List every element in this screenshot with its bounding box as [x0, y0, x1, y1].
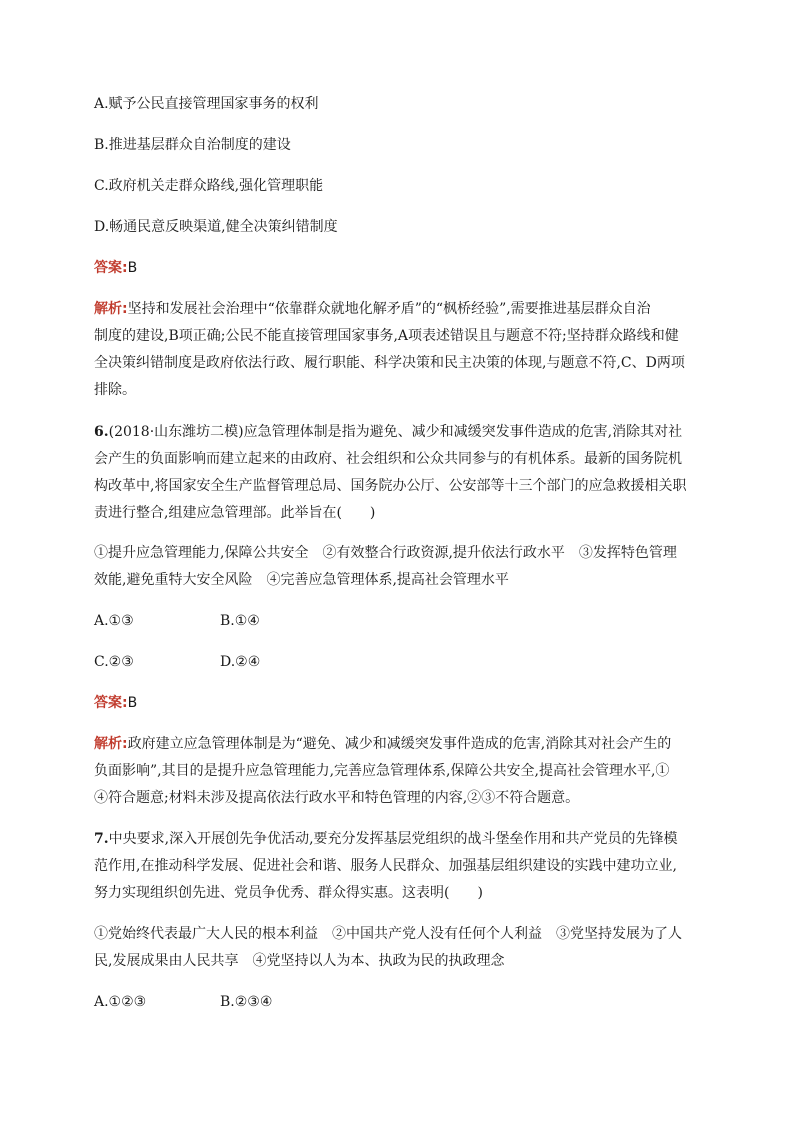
q6-stem-line-1: [94, 424, 714, 440]
q6-stem-line-4: 责进行整合,组建应急管理部。此举旨在( ): [94, 505, 376, 521]
q6-explanation-label: 解析:: [94, 736, 128, 752]
q5-answer: [94, 260, 137, 276]
q6-stem-text-1: (2018·山东潍坊二模)应急管理体制是指为避免、减少和减缓突发事件造成的危害,消除其对社: [108, 424, 683, 440]
q5-answer-label: 答案:: [94, 260, 128, 276]
q6-stem-line-2: 会产生的负面影响而建立起来的由政府、社会组织和公众共同参与的有机体系。最新的国务院机: [94, 451, 682, 467]
q6-explanation-line-1: [94, 736, 714, 752]
q6-answer-label: 答案:: [94, 695, 128, 711]
q6-option-a: A.①③: [94, 613, 134, 629]
q6-statements-line-1: ①提升应急管理能力,保障公共安全 ②有效整合行政资源,提升依法行政水平 ③发挥特色管理: [94, 545, 677, 561]
q7-number: 7.: [94, 831, 109, 847]
q6-explanation-line-3: ④符合题意;材料未涉及提高依法行政水平和特色管理的内容,②③不符合题意。: [94, 790, 580, 806]
q5-option-d: D.畅通民意反映渠道,健全决策纠错制度: [94, 219, 338, 235]
q5-explanation-label: 解析:: [94, 301, 128, 317]
q5-explanation-line-2: 制度的建设,B项正确;公民不能直接管理国家事务,A项表述错误且与题意不符;坚持群众路线和健: [94, 328, 679, 344]
q5-option-b: B.推进基层群众自治制度的建设: [94, 137, 291, 153]
q7-stem-text-1: 中央要求,深入开展创先争优活动,要充分发挥基层党组织的战斗堡垒作用和共产党员的先锋模: [108, 831, 678, 847]
q7-options-row-1: [94, 994, 714, 1010]
q6-answer-value: B: [127, 695, 138, 711]
q6-option-c: C.②③: [94, 654, 134, 670]
q7-statements-line-1: ①党始终代表最广大人民的根本利益 ②中国共产党人没有任何个人利益 ③党坚持发展为了人: [94, 926, 682, 942]
q7-option-b: B.②③④: [220, 994, 273, 1010]
q6-stem-line-3: 构改革中,将国家安全生产监督管理总局、国务院办公厅、公安部等十三个部门的应急救援相关职: [94, 478, 687, 494]
q6-number: 6.: [94, 424, 109, 440]
q7-stem-line-1: [94, 831, 714, 847]
q6-explanation-text-1: 政府建立应急管理体制是为“避免、减少和减缓突发事件造成的危害,消除其对社会产生的: [127, 736, 672, 752]
q5-explanation-text-1: 坚持和发展社会治理中“依靠群众就地化解矛盾”的“枫桥经验”,需要推进基层群众自治: [127, 301, 651, 317]
q6-option-b: B.①④: [220, 613, 260, 629]
q6-explanation-line-2: 负面影响”,其目的是提升应急管理能力,完善应急管理体系,保障公共安全,提高社会管理水平,①: [94, 763, 670, 779]
q5-option-a: A.赋予公民直接管理国家事务的权利: [94, 96, 319, 112]
q7-statements-line-2: 民,发展成果由人民共享 ④党坚持以人为本、执政为民的执政理念: [94, 953, 505, 969]
q5-explanation-line-3: 全决策纠错制度是政府依法行政、履行职能、科学决策和民主决策的体现,与题意不符,C、D两项: [94, 355, 685, 371]
q5-explanation-line-1: [94, 301, 714, 317]
q5-answer-value: B: [127, 260, 138, 276]
q6-options-row-1: [94, 613, 714, 629]
q7-option-a: A.①②③: [94, 994, 147, 1010]
q6-answer: [94, 695, 137, 711]
q7-stem-line-3: 努力实现组织创先进、党员争优秀、群众得实惠。这表明( ): [94, 885, 483, 901]
q6-options-row-2: [94, 654, 714, 670]
q5-option-c: C.政府机关走群众路线,强化管理职能: [94, 178, 324, 194]
q7-stem-line-2: 范作用,在推动科学发展、促进社会和谐、服务人民群众、加强基层组织建设的实践中建功立业,: [94, 858, 677, 874]
q6-option-d: D.②④: [220, 654, 261, 670]
q5-explanation-line-4: 排除。: [94, 382, 136, 398]
q6-statements-line-2: 效能,避免重特大安全风险 ④完善应急管理体系,提高社会管理水平: [94, 572, 509, 588]
